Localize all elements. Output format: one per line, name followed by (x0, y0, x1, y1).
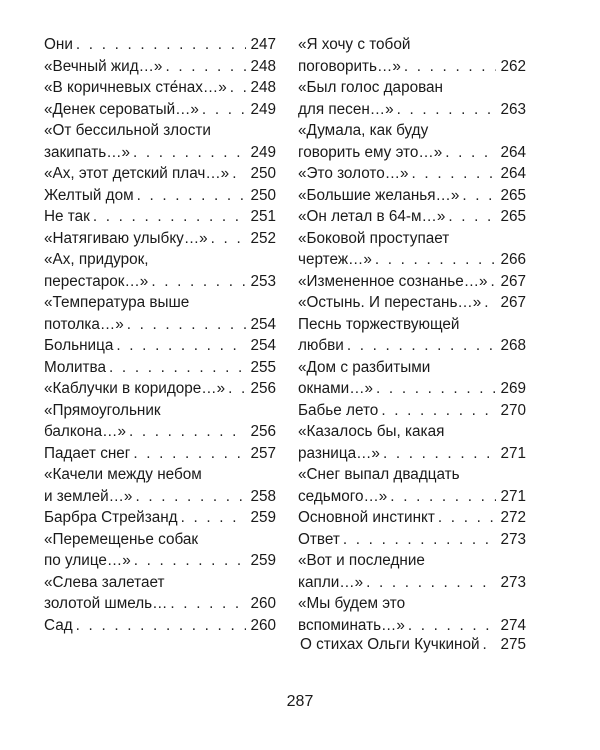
toc-entry (44, 335, 276, 357)
toc-entry-page: 250 (250, 165, 276, 182)
toc-entry-line (44, 185, 276, 207)
dot-leader (483, 634, 497, 656)
toc-entry-page: 267 (500, 294, 526, 311)
toc-entry-page: 258 (250, 487, 276, 505)
toc-entry-line (298, 464, 526, 486)
toc-entry-line (44, 34, 276, 56)
toc-entry-page: 272 (500, 509, 526, 526)
toc-entry-page: 255 (250, 358, 276, 376)
toc-entry-page: 248 (250, 57, 276, 75)
toc-entry-title: чертеж…» (298, 251, 372, 268)
toc-entry-title: говорить ему это…» (298, 143, 443, 161)
toc-entry-title: любви (298, 337, 344, 354)
toc-entry-line (44, 593, 276, 615)
page-number: 287 (286, 693, 314, 710)
toc-entry (298, 206, 526, 228)
toc-entry-line (300, 634, 526, 656)
toc-entry-title: «Ах, придурок, (44, 251, 149, 268)
toc-entry (298, 228, 526, 271)
dot-leader (347, 335, 496, 357)
toc-entry-line (44, 271, 276, 293)
toc-entry-line (44, 443, 276, 465)
toc-entry-title: «В коричневых сте́нах…» (44, 79, 227, 96)
toc-entry-line (298, 314, 526, 336)
toc-entry (298, 292, 526, 314)
toc-entry-page: 268 (500, 337, 526, 354)
toc-entry (298, 120, 526, 163)
toc-entry-line (298, 357, 526, 379)
toc-entry-line (298, 56, 526, 78)
toc-entry-page: 273 (500, 573, 526, 591)
toc-entry-title: «Прямоугольник (44, 401, 161, 419)
dot-leader (181, 507, 246, 529)
toc-entry-title: балкона…» (44, 423, 126, 440)
toc-entry-line (44, 357, 276, 379)
toc-entry-line (298, 77, 526, 99)
toc-entry-page: 260 (250, 595, 276, 612)
toc-entry-title: Не так (44, 208, 90, 225)
toc-entry-line (298, 34, 526, 56)
toc-entry-line (298, 99, 526, 121)
toc-entry-page: 271 (500, 444, 526, 462)
toc-entry-page: 256 (250, 423, 276, 440)
toc-entry-line (44, 163, 276, 185)
toc-entry-title: «Вечный жид…» (44, 57, 163, 75)
toc-entry-title: окнами…» (298, 380, 374, 397)
toc-entry (298, 593, 526, 636)
toc-entry-line (298, 378, 526, 400)
toc-entry (44, 357, 276, 379)
dot-leader (129, 421, 246, 443)
dot-leader (133, 443, 246, 465)
dot-leader (232, 163, 246, 185)
toc-entry-title: для песен…» (298, 100, 394, 118)
toc-entry-line (44, 206, 276, 228)
toc-entry-page: 253 (250, 272, 276, 290)
dot-leader (408, 615, 496, 637)
toc-entry-line (44, 142, 276, 164)
dot-leader (376, 378, 496, 400)
toc-entry-line (298, 142, 526, 164)
toc-entry (298, 357, 526, 400)
toc-entry-title: «Слева залетает (44, 573, 165, 591)
dot-leader (116, 335, 246, 357)
dot-leader (366, 572, 496, 594)
toc-entry-title: «Большие желанья…» (298, 186, 460, 204)
toc-entry-title: Падает снег (44, 444, 131, 462)
dot-leader (383, 443, 496, 465)
dot-leader (438, 507, 496, 529)
toc-entry-line (298, 615, 526, 637)
dot-leader (202, 99, 246, 121)
toc-entry-line (298, 185, 526, 207)
toc-entry-line (298, 421, 526, 443)
toc-entry-page: 256 (250, 380, 276, 397)
toc-entry-title: «Каблучки в коридоре…» (44, 380, 226, 397)
toc-entry-title: Бабье лето (298, 401, 379, 419)
toc-entry-line (44, 335, 276, 357)
toc-entry-title: «Остынь. И перестань…» (298, 294, 482, 311)
toc-entry (298, 529, 526, 551)
toc-entry-page: 271 (500, 487, 526, 505)
toc-entry-line (298, 206, 526, 228)
toc-entry-line (298, 486, 526, 508)
dot-leader (211, 228, 246, 250)
dot-leader (397, 99, 496, 121)
toc-entry-title: седьмого…» (298, 487, 388, 505)
toc-entry-page: 252 (250, 229, 276, 247)
toc-entry-title: капли…» (298, 573, 364, 591)
dot-leader (109, 357, 246, 379)
toc-entry (44, 56, 276, 78)
toc-entry-title: закипать…» (44, 143, 130, 161)
toc-entry-page: 267 (500, 272, 526, 290)
dot-leader (135, 486, 246, 508)
dot-leader (404, 56, 496, 78)
toc-entry-page: 247 (250, 36, 276, 53)
toc-entry-page: 266 (500, 251, 526, 268)
toc-entry (44, 99, 276, 121)
toc-entry-title: Молитва (44, 358, 107, 376)
toc-entry (44, 400, 276, 443)
toc-entry-line (298, 163, 526, 185)
toc-entry-title: «Натягиваю улыбку…» (44, 229, 208, 247)
toc-entry-title: Ответ (298, 530, 340, 548)
toc-entry-line (298, 400, 526, 422)
toc-entry-line (44, 464, 276, 486)
toc-entry-title: Они (44, 36, 73, 53)
toc-entry-page: 259 (250, 509, 276, 526)
toc-entry (298, 421, 526, 464)
toc-entry-title: вспоминать…» (298, 616, 405, 634)
toc-entry-title: «Это золото…» (298, 165, 409, 182)
toc-entry-title: «Он летал в 64-м…» (298, 208, 446, 225)
dot-leader (137, 185, 246, 207)
dot-leader (484, 292, 496, 314)
toc-entry-line (44, 572, 276, 594)
toc-entry-title: «Температура выше (44, 294, 190, 311)
toc-entry-page: 257 (250, 444, 276, 462)
toc-entry (44, 464, 276, 507)
toc-entry-line (44, 228, 276, 250)
toc-entry-title: потолка…» (44, 315, 124, 333)
dot-leader (76, 615, 246, 637)
toc-entry (44, 529, 276, 572)
dot-leader (343, 529, 496, 551)
toc-entry-page: 275 (500, 636, 526, 653)
toc-entry-line (44, 615, 276, 637)
toc-entry-title: «Казалось бы, какая (298, 423, 445, 440)
dot-leader (445, 142, 496, 164)
toc-entry-title: «Был голос дарован (298, 79, 443, 96)
toc-entry-title: «Ах, этот детский плач…» (44, 165, 230, 182)
toc-entry-line (44, 507, 276, 529)
toc-entry (44, 228, 276, 250)
toc-entry-line (44, 421, 276, 443)
toc-entry-page: 270 (500, 401, 526, 419)
toc-entry-title: «Перемещенье собак (44, 530, 199, 548)
toc-entry (44, 378, 276, 400)
toc-entry-line (298, 335, 526, 357)
toc-entry (298, 314, 526, 357)
toc-entry-title: Желтый дом (44, 186, 134, 204)
toc-entry-page: 264 (500, 165, 526, 182)
toc-entry-title: Основной инстинкт (298, 509, 435, 526)
toc-entry (44, 206, 276, 228)
toc-entry (298, 163, 526, 185)
toc-entry-page: 273 (500, 530, 526, 548)
toc-entry-line (298, 507, 526, 529)
toc-entry-page: 274 (500, 616, 526, 634)
toc-entry (44, 507, 276, 529)
toc-entry-title: разница…» (298, 444, 380, 462)
toc-entry (298, 550, 526, 593)
toc-entry-page: 262 (500, 57, 526, 75)
toc-entry-line (298, 249, 526, 271)
dot-leader (412, 163, 496, 185)
toc-entry-page: 260 (250, 616, 276, 634)
toc-entry-line (298, 228, 526, 250)
toc-entry-line (44, 292, 276, 314)
toc-entry-title: поговорить…» (298, 57, 401, 75)
toc-entry-title: Сад (44, 616, 73, 634)
toc-entry (298, 507, 526, 529)
dot-leader (133, 142, 246, 164)
dot-leader (375, 249, 496, 271)
dot-leader (390, 486, 496, 508)
toc-entry-line (298, 120, 526, 142)
toc-entry-line (44, 550, 276, 572)
toc-entry-title: «Я хочу с тобой (298, 36, 411, 53)
toc-entry-line (44, 314, 276, 336)
toc-entry-line (44, 400, 276, 422)
toc-entry-page: 259 (250, 552, 276, 569)
toc-entry-line (298, 529, 526, 551)
toc-entry-page: 269 (500, 380, 526, 397)
toc-entry-line (44, 120, 276, 142)
toc-entry-line (298, 292, 526, 314)
dot-leader (134, 550, 246, 572)
dot-leader (165, 56, 246, 78)
toc-entry-title: «Боковой проступает (298, 229, 450, 247)
toc-entry-page: 263 (500, 100, 526, 118)
toc-entry (44, 249, 276, 292)
toc-entry-title: «Снег выпал двадцать (298, 466, 460, 483)
dot-leader (491, 271, 496, 293)
toc-entry-line (44, 378, 276, 400)
toc-entry-title: по улице…» (44, 552, 131, 569)
toc-entry-page: 251 (250, 208, 276, 225)
toc-entry (44, 34, 276, 56)
toc-entry-line (298, 593, 526, 615)
dot-leader (448, 206, 496, 228)
toc-entry (44, 443, 276, 465)
toc-entry (298, 464, 526, 507)
toc-entry-afterword (300, 634, 526, 656)
toc-entry (298, 77, 526, 120)
toc-entry-title: Песнь торжествующей (298, 315, 460, 333)
toc-entry-line (298, 550, 526, 572)
toc-entry-line (298, 572, 526, 594)
toc-entry (44, 292, 276, 335)
toc-entry-line (298, 443, 526, 465)
toc-entry-title: «Измененное сознанье…» (298, 272, 488, 290)
toc-column-right (298, 34, 526, 636)
toc-entry-title: Барбра Стрейзанд (44, 509, 178, 526)
toc-entry-title: «Вот и последние (298, 552, 425, 569)
toc-entry (44, 163, 276, 185)
toc-entry-title: перестарок…» (44, 272, 149, 290)
toc-entry-title: «Мы будем это (298, 595, 406, 612)
toc-entry-line (44, 486, 276, 508)
toc-entry (44, 120, 276, 163)
toc-entry-line (44, 77, 276, 99)
toc-entry-title: «Думала, как буду (298, 122, 429, 139)
toc-entry (44, 77, 276, 99)
toc-entry-page: 248 (250, 79, 276, 96)
toc-column-left (44, 34, 276, 636)
toc-entry-line (44, 99, 276, 121)
toc-entry-title: «От бессильной злости (44, 122, 211, 139)
toc-entry (298, 185, 526, 207)
toc-entry (44, 185, 276, 207)
toc-entry-title: золотой шмель… (44, 595, 168, 612)
toc-entry-page: 249 (250, 100, 276, 118)
toc-entry-page: 265 (500, 208, 526, 225)
toc-entry-page: 254 (250, 337, 276, 354)
dot-leader (462, 185, 496, 207)
toc-entry-line (44, 249, 276, 271)
toc-entry-page: 249 (250, 143, 276, 161)
toc-entry-title: О стихах Ольги Кучкиной (300, 636, 480, 653)
toc-entry (44, 615, 276, 637)
toc-entry (44, 572, 276, 615)
dot-leader (381, 400, 496, 422)
toc-entry-line (298, 271, 526, 293)
toc-entry-title: «Дом с разбитыми (298, 358, 431, 376)
toc-entry (298, 271, 526, 293)
dot-leader (230, 77, 246, 99)
toc-entry-line (44, 56, 276, 78)
toc-entry-title: «Качели между небом (44, 466, 202, 483)
toc-entry-page: 265 (500, 186, 526, 204)
toc-entry-page: 264 (500, 143, 526, 161)
dot-leader (170, 593, 246, 615)
dot-leader (127, 314, 246, 336)
toc-entry-title: Больница (44, 337, 114, 354)
dot-leader (228, 378, 246, 400)
toc-entry-page: 254 (250, 315, 276, 333)
toc-entry-page: 250 (250, 186, 276, 204)
toc-entry (298, 34, 526, 77)
toc-entry-title: и землей…» (44, 487, 133, 505)
toc-entry-line (44, 529, 276, 551)
dot-leader (93, 206, 246, 228)
toc-entry (298, 400, 526, 422)
dot-leader (151, 271, 246, 293)
dot-leader (76, 34, 246, 56)
toc-entry-title: «Денек сероватый…» (44, 100, 199, 118)
